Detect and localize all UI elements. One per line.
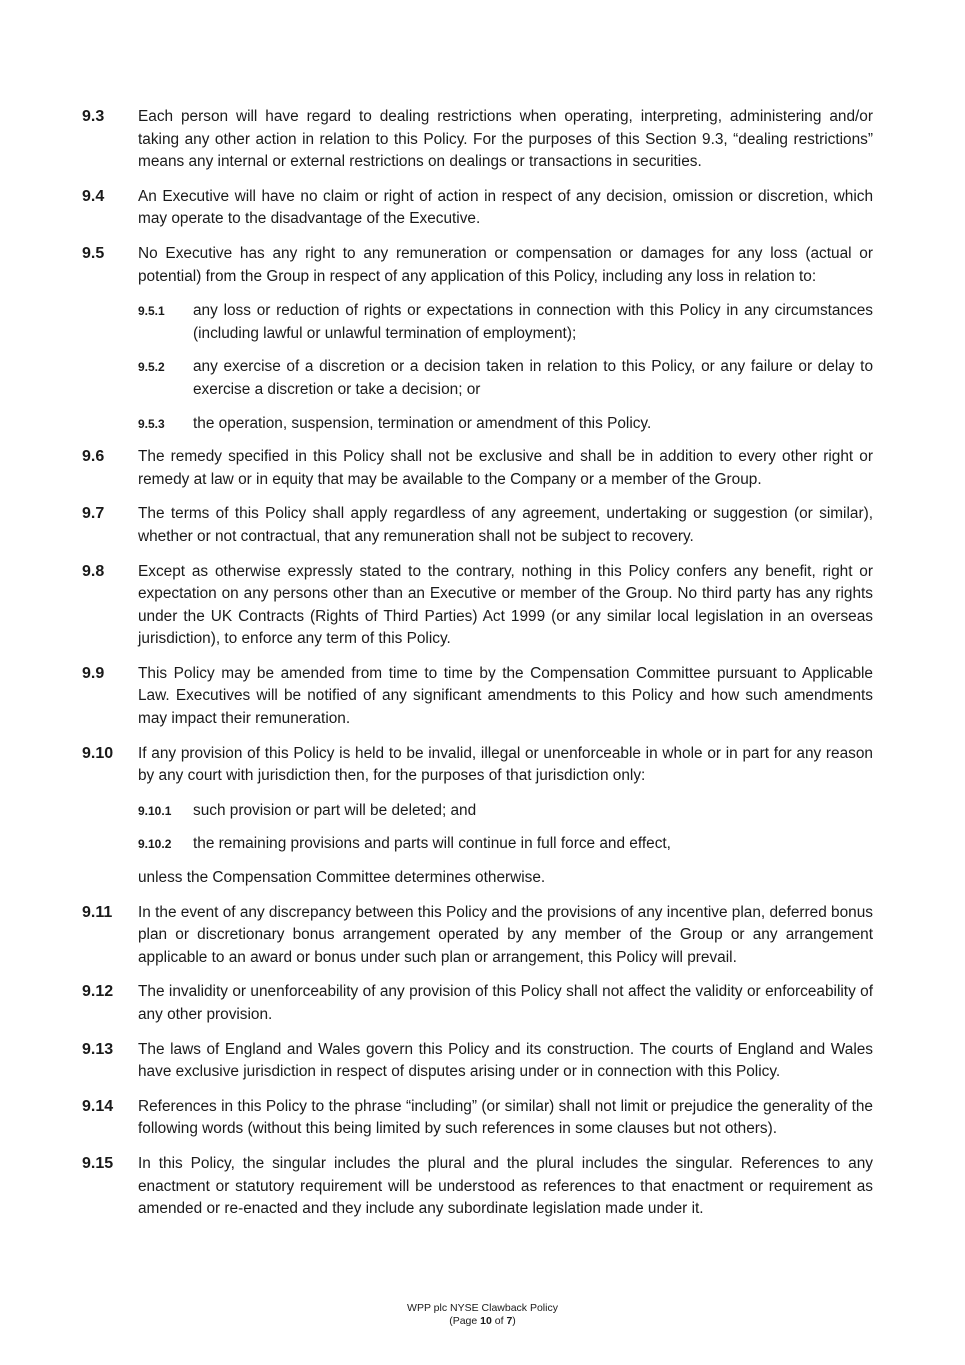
subclause-number: 9.10.1 [138, 803, 172, 818]
clause-text: References in this Policy to the phrase “including” (or similar) shall not limit or prejudice the generality of the following words (without this being limited by such references in some clauses but not others). [138, 1097, 873, 1138]
clause-list [82, 106, 873, 1233]
subclause-9-10-1 [138, 800, 873, 823]
page-of: of [491, 1314, 507, 1327]
subclause-number: 9.5.2 [138, 360, 165, 375]
clause-9-3 [82, 106, 873, 174]
subclause-9-5-2 [138, 356, 873, 401]
clause-text: In the event of any discrepancy between this Policy and the provisions of any incentive plan, deferred bonus plan or discretionary bonus arrangement operated by any member of the Group or any arrangement applicable to an award or bonus under such plan or arrangement, this Policy will prevail. [138, 903, 873, 966]
clause-number: 9.12 [82, 983, 114, 1001]
subclause-number: 9.5.1 [138, 304, 165, 319]
clause-text: Each person will have regard to dealing restrictions when operating, interpreting, administering and/or taking any other action in relation to this Policy. For the purposes of this Section 9.3, “dealing restrictions” means any internal or external restrictions on dealings or transactions in securities. [138, 108, 873, 171]
clause-number: 9.14 [82, 1097, 114, 1115]
clause-text: The invalidity or unenforceability of any provision of this Policy shall not affect the validity or enforceability of any other provision. [138, 983, 873, 1023]
subclause-text: the operation, suspension, termination or amendment of this Policy. [193, 414, 652, 432]
clause-text: The laws of England and Wales govern this Policy and its construction. The courts of England and Wales have exclusive jurisdiction in respect of disputes arising under or in connection with this Policy. [138, 1040, 873, 1081]
clause-number: 9.4 [82, 187, 105, 205]
subclause-9-10-2 [138, 833, 873, 856]
clause-9-14 [82, 1096, 873, 1141]
subclause-text: any loss or reduction of rights or expectations in connection with this Policy in any circumstances (including lawful or unlawful termination of employment); [193, 302, 873, 342]
subclause-9-5-3 [138, 413, 873, 436]
subclause-number: 9.5.3 [138, 416, 165, 431]
clause-9-11 [82, 902, 873, 970]
subclause-text: any exercise of a discretion or a decision taken in relation to this Policy, or any failure or delay to exercise a discretion or take a decision; or [193, 358, 873, 398]
page-prefix: (Page [449, 1314, 481, 1327]
subclause-text: the remaining provisions and parts will continue in full force and effect, [193, 835, 671, 853]
clause-9-9 [82, 663, 873, 731]
subclause-9-5-1 [138, 300, 873, 345]
clause-continuation: unless the Compensation Committee determines otherwise. [138, 869, 546, 887]
clause-9-8 [82, 561, 873, 651]
clause-number: 9.8 [82, 562, 105, 580]
clause-9-12 [82, 981, 873, 1026]
clause-number: 9.10 [82, 744, 114, 762]
page-total: 7 [506, 1314, 513, 1327]
page-suffix: ) [512, 1314, 516, 1327]
clause-9-15 [82, 1153, 873, 1221]
clause-9-6 [82, 446, 873, 491]
clause-9-10 [82, 743, 873, 788]
footer-title: WPP plc NYSE Clawback Policy [407, 1302, 558, 1314]
clause-number: 9.13 [82, 1040, 114, 1058]
clause-text: The terms of this Policy shall apply regardless of any agreement, undertaking or suggestion (or similar), whether or not contractual, that any remuneration shall not be subject to recovery. [138, 505, 873, 545]
subclause-number: 9.10.2 [138, 837, 172, 852]
footer-page-indicator [0, 1315, 965, 1328]
page-footer [0, 1302, 965, 1327]
clause-number: 9.7 [82, 505, 105, 523]
clause-9-7 [82, 503, 873, 548]
clause-text: This Policy may be amended from time to time by the Compensation Committee pursuant to Applicable Law. Executives will be notified of any significant amendments to this Policy and how such amendments may impact their remuneration. [138, 664, 873, 728]
clause-text: If any provision of this Policy is held to be invalid, illegal or unenforceable in whole or in part for any reason by any court with jurisdiction then, for the purposes of that jurisdiction only: [138, 744, 873, 785]
clause-9-5 [82, 243, 873, 288]
clause-number: 9.6 [82, 448, 105, 466]
clause-text: An Executive will have no claim or right of action in respect of any decision, omission or discretion, which may operate to the disadvantage of the Executive. [138, 187, 873, 228]
clause-number: 9.5 [82, 244, 105, 262]
clause-text: The remedy specified in this Policy shall not be exclusive and shall be in addition to every other right or remedy at law or in equity that may be available to the Company or a member of the Group. [138, 448, 873, 488]
page-current: 10 [480, 1314, 492, 1327]
clause-text: In this Policy, the singular includes the plural and the plural includes the singular. References to any enactment or statutory requirement will be understood as references to that enactment or requirement as amended or re-enacted and they include any subordinate legislation made under it. [138, 1154, 873, 1218]
clause-number: 9.3 [82, 108, 105, 125]
clause-9-4 [82, 186, 873, 231]
clause-9-13 [82, 1039, 873, 1084]
clause-number: 9.15 [82, 1154, 114, 1172]
clause-text: Except as otherwise expressly stated to the contrary, nothing in this Policy confers any benefit, right or expectation on any persons other than an Executive or member of the Group. No third party has any rights under the UK Contracts (Rights of Third Parties) Act 1999 (or any similar local legislation in an overseas jurisdiction), to enforce any term of this Policy. [138, 562, 873, 648]
subclause-text: such provision or part will be deleted; and [193, 801, 477, 819]
clause-text: No Executive has any right to any remuneration or compensation or damages for any loss (actual or potential) from the Group in respect of any application of this Policy, including any loss in relation to: [138, 244, 873, 285]
clause-number: 9.11 [82, 903, 113, 921]
clause-number: 9.9 [82, 664, 105, 682]
